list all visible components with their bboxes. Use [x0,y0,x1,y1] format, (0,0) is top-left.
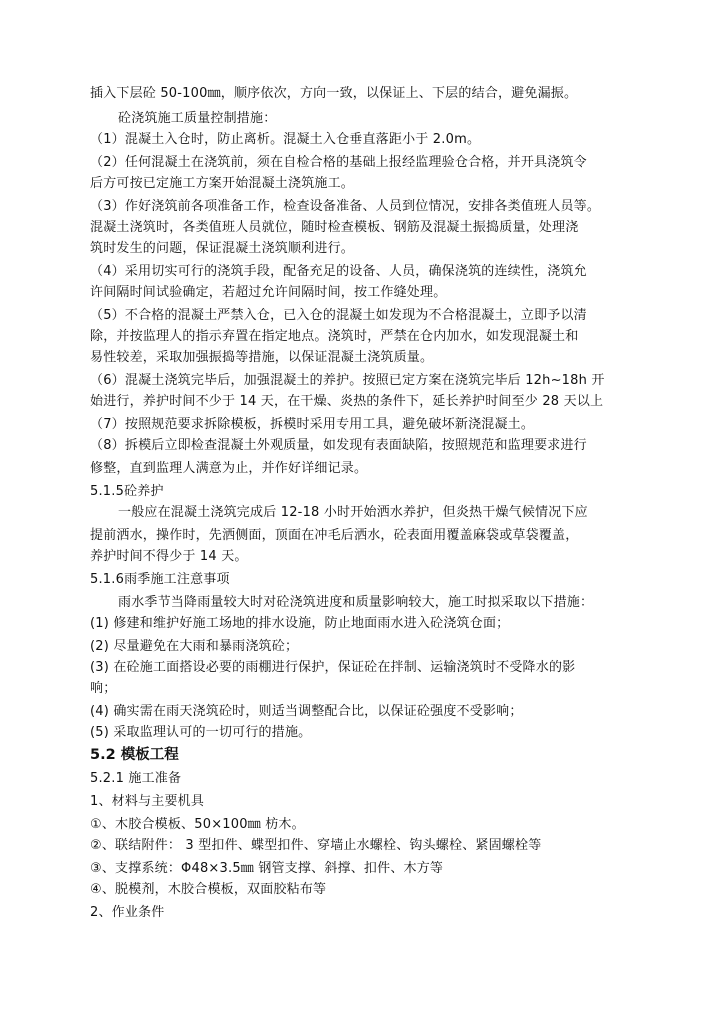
list-item: （6）混凝土浇筑完毕后，加强混凝土的养护。按照已定方案在浇筑完毕后 12h~18h 开 [90,373,605,388]
text-line: 一般应在混凝土浇筑完成后 12-18 小时开始洒水养护，但炎热干燥气候情况下应 [118,505,588,520]
text-line: 除，并按监理人的指示弃置在指定地点。浇筑时，严禁在仓内加水，如发现混凝土和 [90,329,579,344]
list-item: （7）按照规范要求拆除模板，拆模时采用专用工具，避免破坏新浇混凝土。 [90,417,535,432]
list-item: （2）任何混凝土在浇筑前，须在自检合格的基础上报经监理验仓合格，并开具浇筑令 [90,155,587,170]
list-item: (2) 尽量避免在大雨和暴雨浇筑砼； [90,639,299,654]
text-line: 提前洒水，操作时，先洒侧面，顶面在冲毛后洒水，砼表面用覆盖麻袋或草袋覆盖， [90,528,579,543]
list-item: 1、材料与主要机具 [90,794,205,809]
section-heading: 5.1.6雨季施工注意事项 [90,572,230,587]
list-item: ②、联结附件： 3 型扣件、蝶型扣件、穿墙止水螺栓、钩头螺栓、紧固螺栓等 [90,838,542,853]
text-line: 插入下层砼 50-100㎜，顺序依次，方向一致，以保证上、下层的结合，避免漏振。 [90,86,578,101]
text-line: 修整，直到监理人满意为止，并作好详细记录。 [90,461,368,476]
text-line: 筑时发生的问题，保证混凝土浇筑顺利进行。 [90,241,355,256]
list-item: (4) 确实需在雨天浇筑砼时，则适当调整配合比，以保证砼强度不受影响； [90,704,523,719]
text-line: 始进行，养护时间不少于 14 天，在干燥、炎热的条件下，延长养护时间至少 28 天以上 [90,394,604,409]
section-heading-main: 5.2 模板工程 [90,747,179,763]
text-line: 许间隔时间试验确定，若超过允许间隔时间，按工作缝处理。 [90,285,447,300]
list-item: ①、木胶合模板、50×100㎜ 枋木。 [90,817,305,832]
text-line: 雨水季节当降雨量较大时对砼浇筑进度和质量影响较大，施工时拟采取以下措施： [118,595,594,610]
text-line: 后方可按已定施工方案开始混凝土浇筑施工。 [90,176,355,191]
text-line: 响； [90,681,117,696]
list-item: (3) 在砼施工面搭设必要的雨棚进行保护，保证砼在拌制、运输浇筑时不受降水的影 [90,660,576,675]
text-line: 易性较差，采取加强振捣等措施，以保证混凝土浇筑质量。 [90,350,434,365]
list-item: ③、支撑系统：Φ48×3.5㎜ 钢管支撑、斜撑、扣件、木方等 [90,861,444,876]
subsection-heading: 5.2.1 施工准备 [90,771,182,786]
list-item: （5）不合格的混凝土严禁入仓，已入仓的混凝土如发现为不合格混凝土，立即予以清 [90,308,587,323]
section-heading: 5.1.5砼养护 [90,484,164,499]
list-item: （8）拆模后立即检查混凝土外观质量，如发现有表面缺陷，按照规范和监理要求进行 [90,438,587,453]
list-item: ④、脱模剂，木胶合模板，双面胶粘布等 [90,882,327,897]
text-line: 混凝土浇筑时，各类值班人员就位，随时检查模板、钢筋及混凝土振捣质量，处理浇 [90,220,579,235]
list-item: 2、作业条件 [90,905,165,920]
list-item: （3）作好浇筑前各项准备工作，检查设备准备、人员到位情况，安排各类值班人员等。 [90,199,601,214]
text-line: 养护时间不得少于 14 天。 [90,549,248,564]
list-item: (1) 修建和维护好施工场地的排水设施，防止地面雨水进入砼浇筑仓面； [90,616,510,631]
list-item: （4）采用切实可行的浇筑手段，配备充足的设备、人员，确保浇筑的连续性，浇筑允 [90,264,587,279]
list-item: (5) 采取监理认可的一切可行的措施。 [90,725,312,740]
text-line: 砼浇筑施工质量控制措施： [118,111,277,126]
list-item: （1）混凝土入仓时，防止离析。混凝土入仓垂直落距小于 2.0m。 [90,132,481,147]
